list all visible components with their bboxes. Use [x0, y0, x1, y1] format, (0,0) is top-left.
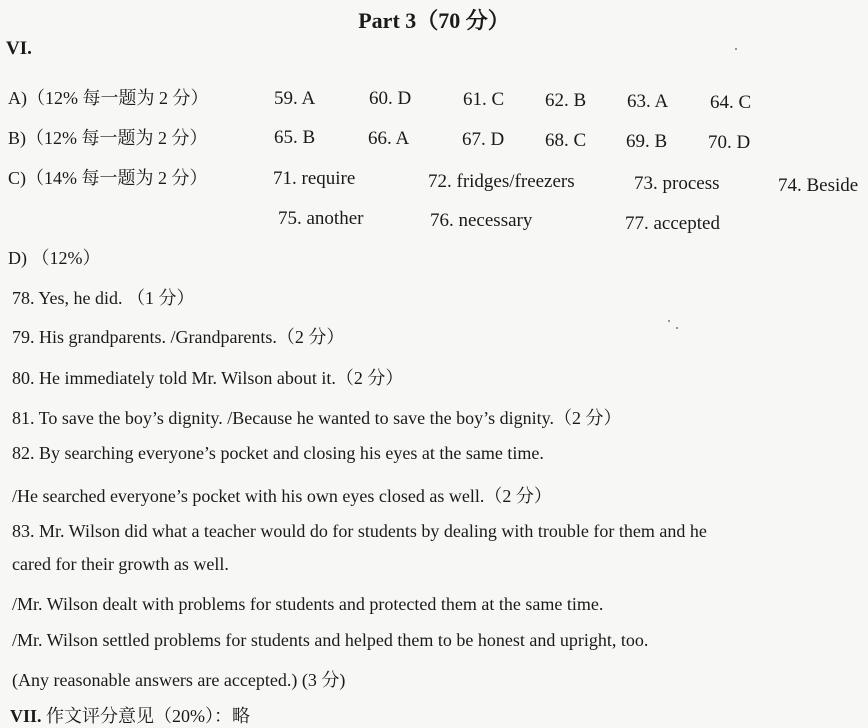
answer-70: 70. D	[708, 132, 751, 153]
answer-60: 60. D	[369, 88, 412, 109]
answer-80: 80. He immediately told Mr. Wilson about it.（2 分）	[12, 368, 404, 388]
answer-62: 62. B	[545, 90, 587, 111]
section-vii-text: 作文评分意见（20%）：略	[46, 706, 251, 726]
answer-64: 64. C	[710, 92, 752, 113]
page-title: Part 3（70 分）	[358, 8, 510, 33]
answer-78: 78. Yes, he did. （1 分）	[12, 288, 195, 308]
answer-77: 77. accepted	[625, 213, 720, 234]
answer-83: 83. Mr. Wilson did what a teacher would do for students by dealing with trouble for them and he	[12, 521, 707, 541]
answer-67: 67. D	[462, 129, 505, 150]
part-a-label: A)（12% 每一题为 2 分）	[8, 88, 209, 108]
part-b-label: B)（12% 每一题为 2 分）	[8, 128, 208, 148]
answer-83-cont: cared for their growth as well.	[12, 554, 229, 574]
section-vi-heading: VI.	[6, 38, 32, 59]
answer-79: 79. His grandparents. /Grandparents.（2 分）	[12, 327, 345, 347]
answer-83-note: (Any reasonable answers are accepted.) (3 分)	[12, 670, 346, 690]
answer-83-alt-1: /Mr. Wilson dealt with problems for students and protected them at the same time.	[12, 594, 604, 614]
scan-speck	[676, 327, 678, 329]
answer-63: 63. A	[627, 91, 669, 112]
answer-66: 66. A	[368, 128, 410, 149]
answer-76: 76. necessary	[430, 210, 533, 231]
answer-65: 65. B	[274, 127, 316, 148]
answer-81: 81. To save the boy’s dignity. /Because he wanted to save the boy’s dignity.（2 分）	[12, 408, 622, 428]
answer-71: 71. require	[273, 168, 356, 189]
answer-61: 61. C	[463, 89, 505, 110]
part-d-label: D) （12%）	[8, 248, 101, 268]
answer-83-alt-2: /Mr. Wilson settled problems for students and helped them to be honest and upright, too.	[12, 630, 649, 650]
answer-72: 72. fridges/freezers	[428, 171, 575, 192]
part-c-label: C)（14% 每一题为 2 分）	[8, 168, 208, 188]
section-vii	[10, 702, 250, 728]
answer-69: 69. B	[626, 131, 668, 152]
answer-82-alt: /He searched everyone’s pocket with his own eyes closed as well.（2 分）	[12, 486, 552, 506]
answer-82: 82. By searching everyone’s pocket and closing his eyes at the same time.	[12, 443, 544, 463]
answer-59: 59. A	[274, 88, 316, 109]
scan-speck	[668, 320, 670, 322]
answer-68: 68. C	[545, 130, 587, 151]
answer-75: 75. another	[278, 208, 364, 229]
scan-speck	[735, 48, 737, 50]
answer-74: 74. Beside	[778, 175, 859, 196]
section-vii-label: VII.	[10, 706, 42, 726]
answer-73: 73. process	[634, 173, 720, 194]
